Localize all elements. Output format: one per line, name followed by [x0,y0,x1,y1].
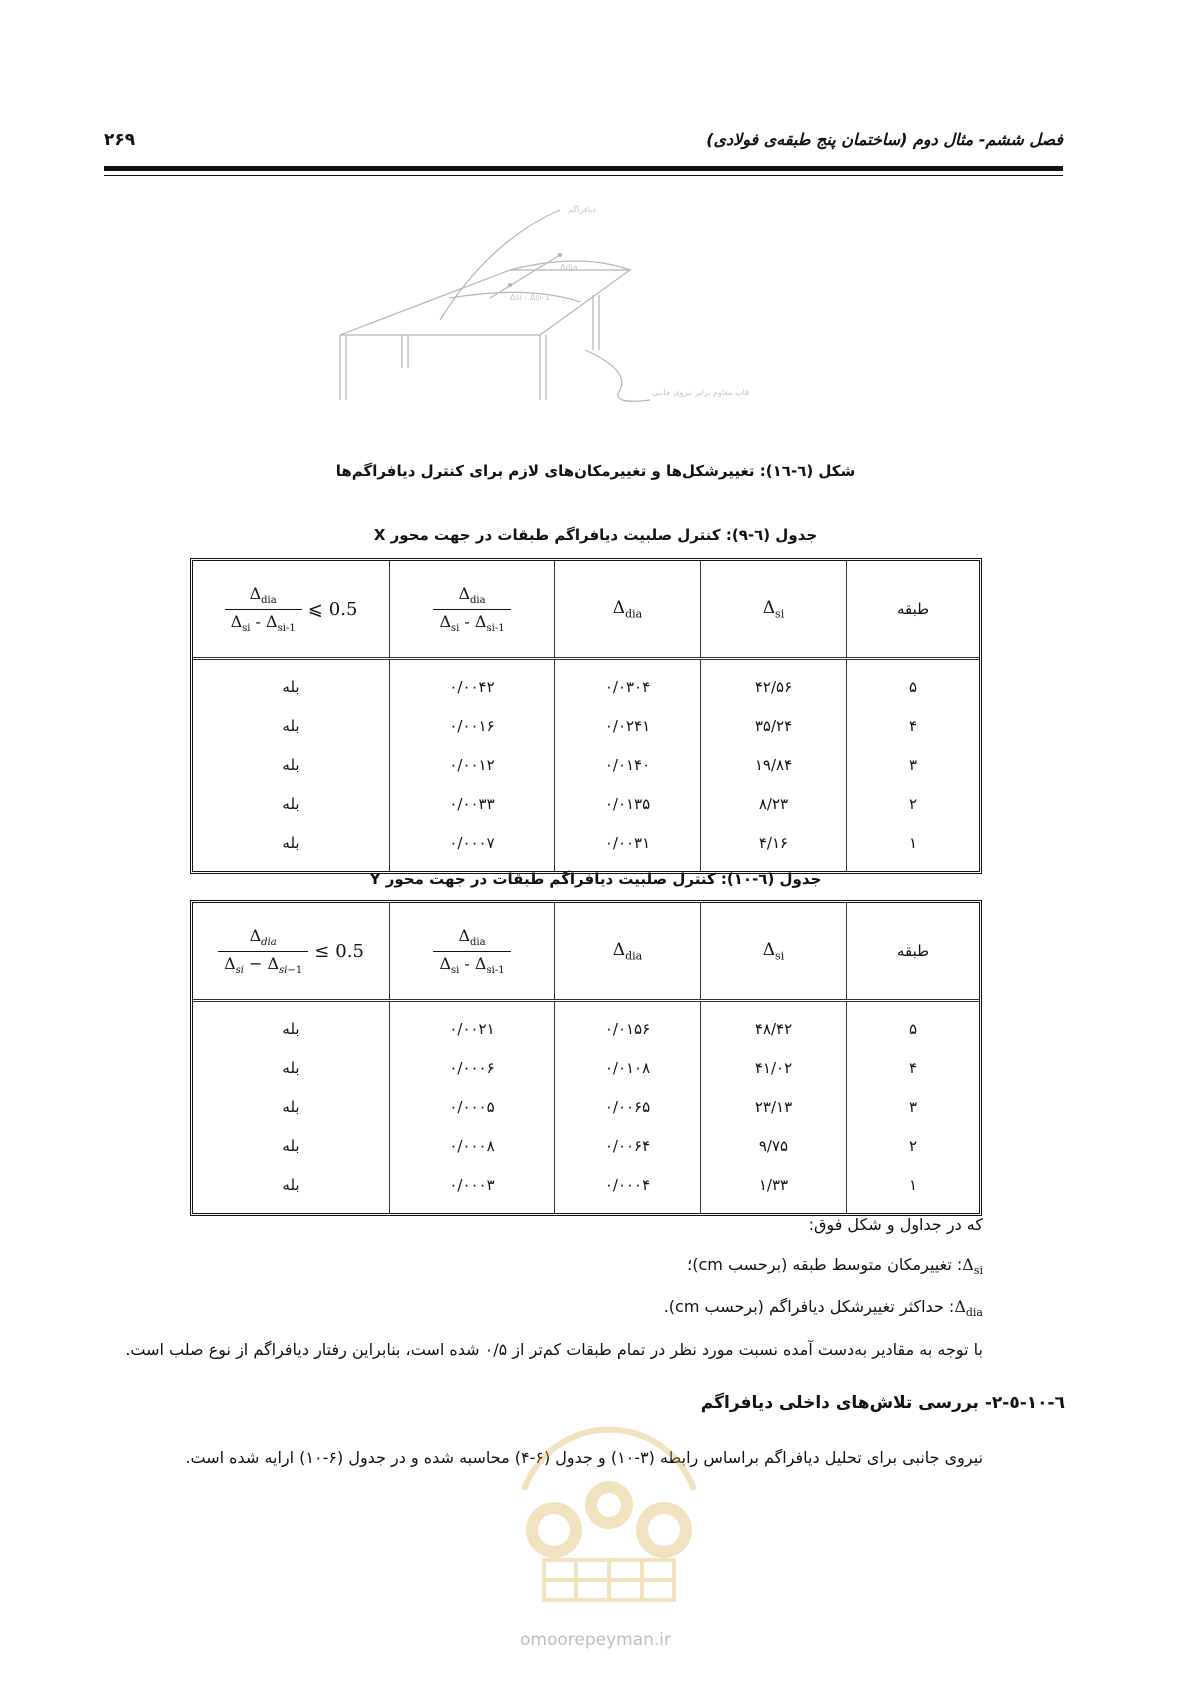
conclusion-text: با توجه به مقادیر به‌دست آمده نسبت مورد نظر در تمام طبقات کم‌تر از ۰/۵ شده است، بنابراین رفتار دیافراگم از نوع صلب است. [125,1340,983,1359]
cell-delta-dia: ۰/۰۱۳۵ [555,784,701,823]
cell-delta-si: ۳۵/۲۴ [701,706,847,745]
cell-ratio: ۰/۰۰۲۱ [390,1001,555,1049]
header-ratio: $\frac{\Delta_{dia}}{\Delta_{si} - \Delta_{si-1}}$ [390,561,555,659]
header-condition: $\frac{\Delta_{dia}}{\Delta_{si} - \Delta_{si-1}}$ ⩽ 0.5 [193,561,390,659]
definition-delta-dia [664,1294,983,1326]
cell-ok: بله [282,794,300,813]
cell-ok: بله [282,833,300,852]
header-story: طبقه [847,561,980,659]
header-ratio: $\frac{\Delta_{dia}}{\Delta_{si} - \Delta_{si-1}}$ [390,903,555,1001]
header-delta-dia: $\Delta_{dia}$ [555,903,701,1001]
chapter-title: فصل ششم- مثال دوم (ساختمان پنج طبقه‌ی فولادی) [706,130,1063,149]
watermark-logo [484,1340,734,1610]
cell-ok: بله [282,1175,300,1194]
watermark-url: omoorepeyman.ir [519,1630,672,1650]
cell-delta-dia: ۰/۰۰۰۴ [555,1165,701,1213]
section-heading: ٦-١٠-٥-٢- بررسی تلاش‌های داخلی دیافراگم [700,1393,1065,1413]
cell-ratio: ۰/۰۰۱۶ [390,706,555,745]
cell-ratio: ۰/۰۰۳۳ [390,784,555,823]
cell-ok: بله [282,716,300,735]
cell-delta-si: ۸/۲۳ [701,784,847,823]
header-story: طبقه [847,903,980,1001]
cell-delta-si: ۲۳/۱۳ [701,1087,847,1126]
cell-story: ۳ [847,1087,980,1126]
table-row [193,1048,979,1087]
cell-story: ۱ [847,823,980,871]
intro-text: که در جداول و شکل فوق: [808,1215,983,1234]
svg-text:قاب مقاوم برابر نیروی جانبی: قاب مقاوم برابر نیروی جانبی [652,388,749,397]
cell-ok: بله [282,1019,300,1038]
cell-delta-si: ۴۸/۴۲ [701,1001,847,1049]
symbol-delta-si: $\Delta_{si}$ [962,1255,983,1278]
table-row [193,659,979,707]
table-row [193,1087,979,1126]
cell-ratio: ۰/۰۰۰۸ [390,1126,555,1165]
cell-story: ۱ [847,1165,980,1213]
cell-delta-dia: ۰/۰۲۴۱ [555,706,701,745]
cell-ok: بله [282,1097,300,1116]
cell-delta-dia: ۰/۰۱۰۸ [555,1048,701,1087]
cell-ok: بله [282,1058,300,1077]
definition-delta-si [687,1252,983,1284]
cell-delta-dia: ۰/۰۰۶۵ [555,1087,701,1126]
cell-delta-dia: ۰/۰۳۰۴ [555,659,701,707]
table-y [190,900,982,1216]
cell-ratio: ۰/۰۰۱۲ [390,745,555,784]
cell-story: ۲ [847,784,980,823]
cell-delta-dia: ۰/۰۰۶۴ [555,1126,701,1165]
table-row [193,745,979,784]
page-number: ۲۶۹ [104,130,136,150]
cell-story: ۴ [847,706,980,745]
page-header [104,128,1063,158]
header-rule-thin [104,175,1063,176]
header-delta-dia: $\Delta_{dia}$ [555,561,701,659]
cell-story: ۵ [847,659,980,707]
table-row [193,1001,979,1049]
symbol-delta-dia: $\Delta_{dia}$ [954,1297,983,1320]
definition-delta-si-text: : تغییرمکان متوسط طبقه (برحسب cm)؛ [687,1255,963,1274]
cell-ratio: ۰/۰۰۰۶ [390,1048,555,1087]
cell-story: ۳ [847,745,980,784]
cell-delta-si: ۱/۳۳ [701,1165,847,1213]
cell-delta-si: ۴/۱۶ [701,823,847,871]
svg-text:دیافراگم: دیافراگم [568,205,596,214]
cell-ok: بله [282,677,300,696]
table-row [193,1165,979,1213]
header-delta-si: $\Delta_{si}$ [701,561,847,659]
cell-ratio: ۰/۰۰۰۳ [390,1165,555,1213]
table-row [193,784,979,823]
cell-ratio: ۰/۰۰۴۲ [390,659,555,707]
cell-delta-dia: ۰/۰۱۴۰ [555,745,701,784]
section-body: نیروی جانبی برای تحلیل دیافراگم براساس رابطه (۳-۱۰) و جدول (۶-۴) محاسبه شده و در جدول (۶-۱۰) ارایه شده است. [185,1448,983,1467]
cell-ratio: ۰/۰۰۰۵ [390,1087,555,1126]
header-condition: $\frac{\Delta_{dia}}{\Delta_{si} - \Delta_{si-1}}$ ≤ 0.5 [193,903,390,1001]
table-row [193,706,979,745]
definition-delta-dia-text: : حداکثر تغییرشکل دیافراگم (برحسب cm). [663,1297,955,1316]
cell-delta-dia: ۰/۰۰۳۱ [555,823,701,871]
cell-delta-dia: ۰/۰۱۵۶ [555,1001,701,1049]
cell-delta-si: ۴۱/۰۲ [701,1048,847,1087]
svg-text:Δdia: Δdia [560,263,578,272]
condition-value: 0.5 [335,940,364,962]
cell-story: ۲ [847,1126,980,1165]
table-x [190,558,982,874]
cell-ratio: ۰/۰۰۰۷ [390,823,555,871]
cell-story: ۵ [847,1001,980,1049]
cell-ok: بله [282,1136,300,1155]
cell-story: ۴ [847,1048,980,1087]
table-x-caption: جدول (٦-٩): کنترل صلبیت دیافراگم طبقات در جهت محور X [373,526,818,544]
cell-delta-si: ۹/۷۵ [701,1126,847,1165]
table-row [193,823,979,871]
cell-delta-si: ۴۲/۵۶ [701,659,847,707]
diaphragm-deformation-figure [330,200,790,440]
cell-ok: بله [282,755,300,774]
figure-caption: شکل (٦-١٦): تغییرشکل‌ها و تغییرمکان‌های لازم برای کنترل دیافراگم‌ها [335,462,856,480]
table-row [193,1126,979,1165]
cell-delta-si: ۱۹/۸۴ [701,745,847,784]
header-rule-thick [104,166,1063,171]
condition-value: 0.5 [328,598,358,620]
svg-text:Δsi - Δsi-1: Δsi - Δsi-1 [510,293,550,302]
table-y-caption: جدول (٦-١٠): کنترل صلبیت دیافراگم طبقات در جهت محور Y [369,870,822,888]
header-delta-si: $\Delta_{si}$ [701,903,847,1001]
